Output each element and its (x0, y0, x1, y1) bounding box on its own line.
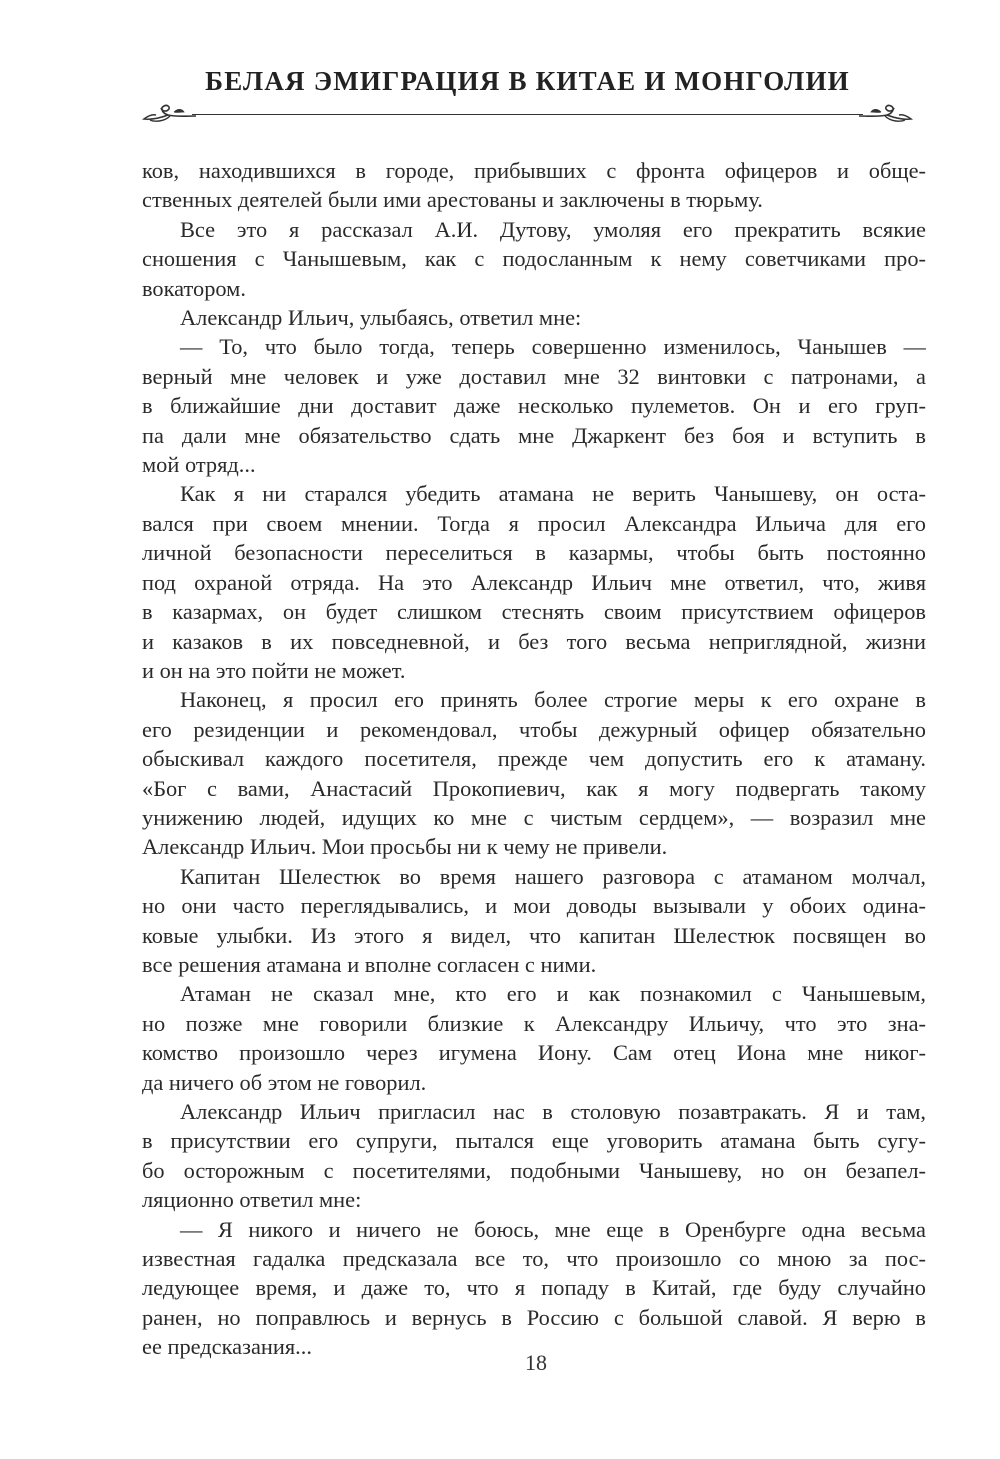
text-line: Как я ни старался убедить атамана не верить Чанышеву, он оста- (180, 481, 926, 507)
text-line: — То, что было тогда, теперь совершенно изменилось, Чанышев — (180, 334, 926, 360)
text-line: «Бог с вами, Анастасий Прокопиевич, как я могу подвергать такому (142, 775, 926, 801)
header-title: БЕЛАЯ ЭМИГРАЦИЯ В КИТАЕ И МОНГОЛИИ (205, 66, 850, 96)
paragraph (142, 156, 926, 215)
text-line: Александр Ильич, улыбаясь, ответил мне: (180, 305, 582, 331)
text-line: личной безопасности переселиться в казармы, чтобы быть постоянно (142, 540, 926, 566)
paragraph (142, 685, 926, 861)
text-line: под охраной отряда. На это Александр Ильич мне ответил, что, живя (142, 569, 926, 595)
paragraph (142, 303, 926, 332)
text-line: в казармах, он будет слишком стеснять своим присутствием офицеров (142, 599, 926, 625)
text-line: ков, находившихся в городе, прибывших с фронта офицеров и обще- (142, 158, 926, 183)
text-line: — Я никого и ничего не боюсь, мне еще в Оренбурге одна весьма (180, 1216, 926, 1242)
text-line: унижению людей, идущих ко мне с чистым сердцем», — возразил мне (142, 804, 926, 830)
text-line: ковые улыбки. Из этого я видел, что капитан Шелестюк посвящен во (142, 922, 926, 948)
running-header (140, 66, 915, 126)
text-line: верный мне человек и уже доставил мне 32 винтовки с патронами, а (142, 363, 926, 389)
text-line: но они часто переглядывались, и мои доводы вызывали у обоих одина- (142, 893, 926, 919)
text-line: ледующее время, и даже то, что я попаду в Китай, где буду случайно (142, 1275, 926, 1301)
paragraph (142, 479, 926, 685)
paragraph (142, 1097, 926, 1215)
paragraph (142, 862, 926, 980)
text-line: Александр Ильич пригласил нас в столовую позавтракать. Я и там, (180, 1099, 926, 1124)
body-text (142, 156, 926, 1362)
text-line: и казаков в их повседневной, и без того весьма неприглядной, жизни (142, 628, 926, 654)
text-line: в присутствии его супруги, пытался еще уговорить атамана быть сугу- (142, 1128, 926, 1154)
text-line: комство произошло через игумена Иону. Сам отец Иона мне никог- (142, 1040, 926, 1066)
text-line: и он на это пойти не может. (142, 657, 406, 683)
text-line: вокатором. (142, 275, 246, 301)
text-line: мой отряд... (142, 452, 256, 478)
paragraph (142, 332, 926, 479)
page-number: 18 (525, 1350, 547, 1375)
text-line: ранен, но поправлюсь и вернусь в Россию с большой славой. Я верю в (142, 1304, 926, 1330)
text-line: ее предсказания... (142, 1334, 312, 1360)
paragraph (142, 215, 926, 303)
text-line: ственных деятелей были ими арестованы и заключены в тюрьму. (142, 187, 763, 213)
left-flourish-icon (140, 100, 198, 124)
text-line: бо осторожным с посетителями, подобными Чанышеву, но он безапел- (142, 1157, 926, 1183)
text-line: обыскивал каждого посетителя, прежде чем допустить его к атаману. (142, 746, 926, 772)
text-line: все решения атамана и вполне согласен с ними. (142, 951, 597, 977)
text-line: в ближайшие дни доставит даже несколько пулеметов. Он и его груп- (142, 393, 926, 419)
header-divider (192, 114, 863, 115)
text-line: ляционно ответил мне: (142, 1187, 362, 1213)
text-line: известная гадалка предсказала все то, что произошло со мною за пос- (142, 1246, 926, 1272)
text-line: вался при своем мнении. Тогда я просил Александра Ильича для его (142, 510, 926, 536)
text-line: Атаман не сказал мне, кто его и как познакомил с Чанышевым, (180, 981, 926, 1007)
text-line: да ничего об этом не говорил. (142, 1069, 427, 1095)
text-line: Александр Ильич. Мои просьбы ни к чему не привели. (142, 834, 668, 860)
text-line: Все это я рассказал А.И. Дутову, умоляя его прекратить всякие (180, 216, 926, 242)
text-line: Капитан Шелестюк во время нашего разговора с атаманом молчал, (180, 863, 926, 889)
right-flourish-icon (857, 100, 915, 124)
paragraph (142, 979, 926, 1097)
text-line: сношения с Чанышевым, как с подосланным к нему советчиками про- (142, 246, 926, 272)
text-line: его резиденции и рекомендовал, чтобы дежурный офицер обязательно (142, 716, 926, 742)
text-line: Наконец, я просил его принять более строгие меры к его охране в (180, 687, 926, 713)
text-line: но позже мне говорили близкие к Александру Ильичу, что это зна- (142, 1010, 926, 1036)
text-line: па дали мне обязательство сдать мне Джаркент без боя и вступить в (142, 422, 926, 448)
paragraph (142, 1215, 926, 1362)
